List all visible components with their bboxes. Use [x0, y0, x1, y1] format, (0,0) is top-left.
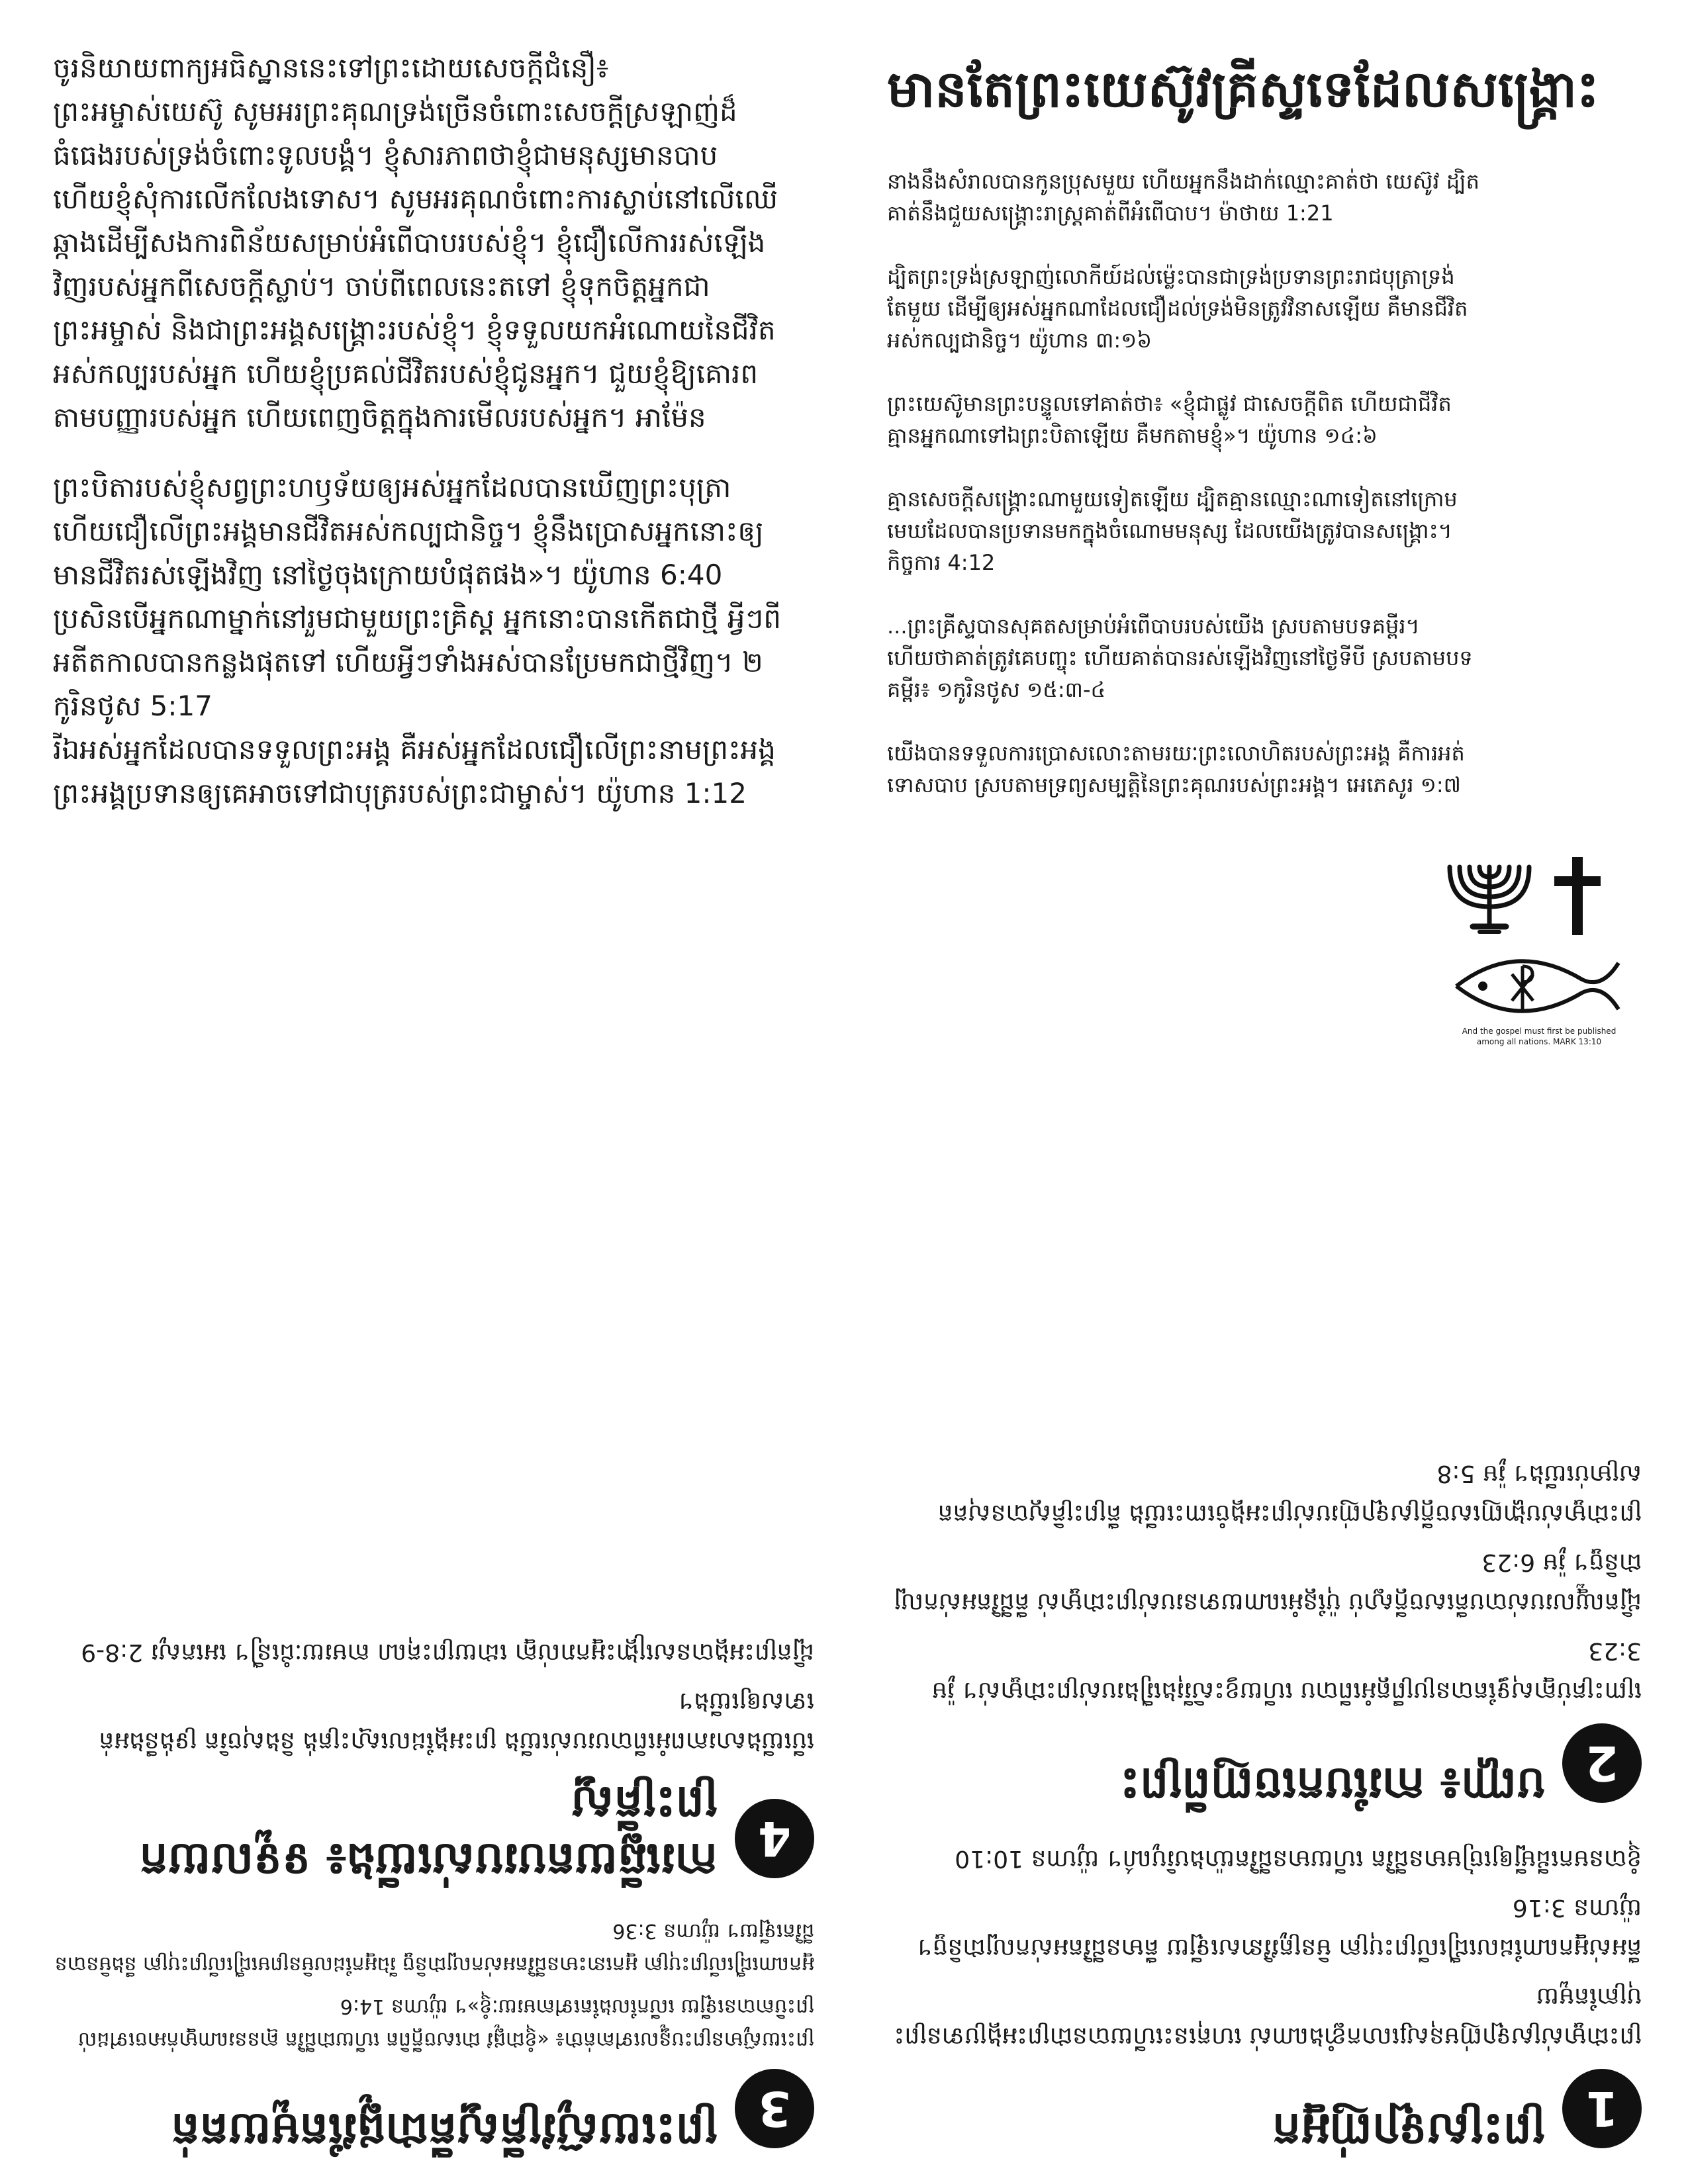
verse-1-corinthians-15-3-4: ...ព្រះគ្រីស្ទបានសុគតសម្រាប់អំពើបាបរបស់យើង ស្របតាមបទគម្ពីរ។ ហើយថាគាត់ត្រូវគេបញ្ចុះ ហើយគាត់បានរស់ឡើងវិញនៅថ្ងៃទីបី ស្របតាមបទគម្ពីរ៖ ១កូរិនថូស ១៥:៣-៤ — [887, 614, 1473, 702]
step-1-number: 1 — [1562, 2069, 1642, 2148]
faith-symbols — [1443, 854, 1635, 1066]
verse-acts-4-12: គ្មានសេចក្ដីសង្គ្រោះណាមួយទៀតឡើយ ដ្បិតគ្មានឈ្មោះណាទៀតនៅក្រោមមេឃដែលបានប្រទានមកក្នុងចំណោមមនុស្ស ដែលយើងត្រូវបានសង្គ្រោះ។ កិច្ចការ 4:12 — [887, 486, 1458, 575]
prayer-text: ចូរនិយាយពាក្យអធិស្ឋាននេះទៅព្រះដោយសេចក្តីជំនឿ៖ ព្រះអម្ចាស់យេស៊ូ សូមអរព្រះគុណទ្រង់ច្រើនចំពោះសេចក្តីស្រឡាញ់ដ៏ធំធេងរបស់ទ្រង់ចំពោះទូលបង្គំ។ ខ្ញុំសារភាពថាខ្ញុំជាមនុស្សមានបាប ហើយខ្ញុំសុំការលើកលែងទោស។ សូមអរគុណចំពោះការស្លាប់នៅលើឈើឆ្កាងដើម្បីសងការពិន័យសម្រាប់អំពើបាបរបស់ខ្ញុំ។ ខ្ញុំជឿលើការរស់ឡើងវិញរបស់អ្នកពីសេចក្តីស្លាប់។ ចាប់ពីពេលនេះតទៅ ខ្ញុំទុកចិត្តអ្នកជាព្រះអម្ចាស់ និងជាព្រះអង្គសង្គ្រោះរបស់ខ្ញុំ។ ខ្ញុំទទួលយកអំណោយនៃជីវិតអស់កល្បរបស់អ្នក ហើយខ្ញុំប្រគល់ជីវិតរបស់ខ្ញុំជូនអ្នក។ ជួយខ្ញុំឱ្យគោរពតាមបញ្ញារបស់អ្នក ហើយពេញចិត្តក្នុងការមើលរបស់អ្នក។ អាម៉ែន — [53, 52, 778, 433]
verse-john-3-16: ដ្បិតព្រះទ្រង់ស្រឡាញ់លោកីយ៍ដល់ម៉្លេះបានជាទ្រង់ប្រទានព្រះរាជបុត្រាទ្រង់តែមួយ ដើម្បីឲ្យអស់អ្នកណាដែលជឿដល់ទ្រង់មិនត្រូវវិនាសឡើយ គឺមានជីវិតអស់កល្បជានិច្ច។ យ៉ូហាន ៣:១៦ — [887, 264, 1468, 353]
step-4-number: 4 — [735, 1799, 814, 1878]
verse-2-corinthians-5-17: ប្រសិនបើអ្នកណាម្នាក់នៅរួមជាមួយព្រះគ្រិស្ដ អ្នកនោះបានកើតជាថ្មី អ្វីៗពីអតីតកាលបានកន្លងផុតទៅ ហើយអ្វីៗទាំងអស់បានប្រែមកជាថ្មីវិញ។ ២ កូរិនថូស 5:17 — [53, 602, 781, 722]
step-1-title: ព្រះស្រឡាញ់អ្នក — [1272, 2103, 1545, 2156]
step-1-verse-john-3-16: គឺអស់អ្នកណាដែលជឿលើព្រះបុត្រា មិនត្រូវវិនាសឡើយ គឺមានជីវិតអស់កល្បជានិច្ច។ យ៉ូហាន 3:16 — [916, 1894, 1642, 1961]
ichthys-fish-icon — [1456, 961, 1618, 1011]
step-3-verse-john-14-6: ព្រះយេស៊ូមានព្រះបន្ទូលទៅគាត់ថា៖ «ខ្ញុំជាផ្លូវ ជាសេចក្ដីពិត ហើយជាជីវិត គ្មាននរណាម្នាក់អាចទៅដល់ព្រះបិតាបានឡើយ លើកលែងតែទៅតាមរយៈខ្ញុំ»។ យ៉ូហាន 14:6 — [77, 1995, 814, 2051]
verse-john-14-6: ព្រះយេស៊ូមានព្រះបន្ទូលទៅគាត់ថា៖ «ខ្ញុំជាផ្លូវ ជាសេចក្ដីពិត ហើយជាជីវិត គ្មានអ្នកណាទៅឯព្រះបិតាឡើយ គឺមកតាមខ្ញុំ»។ យ៉ូហាន ១៤:៦ — [887, 391, 1452, 448]
salvation-title: មានតែព្រះយេស៊ូវគ្រីស្ទទេដែលសង្គ្រោះ — [887, 60, 1599, 118]
cross-icon — [1554, 857, 1601, 935]
step-4-title: ការឆ្លើយតបរបស់យើង៖ ទទួលយកព្រះគ្រីស្ទ — [139, 1776, 718, 1886]
steps-1-2-panel — [880, 1112, 1642, 2158]
step-2-verse-romans-6-23: ដ្បិតឈ្នួលរបស់បាបគឺសេចក្ដីស្លាប់ ប៉ុន្តែអំណោយទានរបស់ព្រះជាម្ចាស់ គឺជីវិតអស់កល្បជានិច្ច។ រ៉ូម 6:23 — [894, 1549, 1642, 1615]
step-2-verse-romans-3-23: ព្រោះគ្រប់គ្នាសុទ្ធតែបានប្រព្រឹត្តអំពើបាប ហើយខ្វះសិរីរុងរឿងរបស់ព្រះជាម្ចាស់។ រ៉ូម 3:23 — [931, 1637, 1642, 1704]
step-2-verse-romans-5-8: ព្រះជាម្ចាស់បង្ហាញសេចក្ដីស្រឡាញ់របស់ព្រះអង្គចំពោះយើង គឺព្រះគ្រិស្ដបានសុគតសម្រាប់យើង។ រ៉ូម 5:8 — [937, 1460, 1642, 1527]
steps-3-4-panel — [53, 1112, 814, 2158]
step-1-body: ព្រះជាម្ចាស់ស្រឡាញ់មនុស្សលោកខ្លាំងណាស់ ហេតុនេះហើយបានជាព្រះអង្គប្រទានព្រះបុត្រាតែមួយ — [894, 1983, 1642, 2050]
verse-matthew-1-21: នាងនឹងសំរាលបានកូនប្រុសមួយ ហើយអ្នកនឹងដាក់ឈ្មោះគាត់ថា យេស៊ូវ ដ្បិតគាត់នឹងជួយសង្គ្រោះរាស្ត្រគាត់ពីអំពើបាប។ ម៉ាថាយ 1:21 — [887, 169, 1479, 226]
step-1-verse-john-10-10: ខ្ញុំបានមកដើម្បីឲ្យចៀមមានជីវិត ហើយមានជីវិតយ៉ាងបរិបូណ៌។ យ៉ូហាន 10:10 — [955, 1845, 1642, 1872]
menorah-icon — [1450, 867, 1529, 932]
step-4-header — [53, 1774, 814, 1888]
verse-ephesians-1-7: យើងបានទទួលការប្រោសលោះតាមរយៈព្រះលោហិតរបស់ព្រះអង្គ គឺការអត់ទោសបាប ស្របតាមទ្រព្យសម្បត្តិនៃព្រះគុណរបស់ព្រះអង្គ។ អេភេសូរ ១:៧ — [887, 741, 1465, 797]
step-2-number: 2 — [1562, 1723, 1642, 1803]
caption-line-2: among all nations. MARK 13:10 — [1476, 1037, 1602, 1046]
step-2-header — [880, 1723, 1642, 1812]
step-1-header — [880, 2069, 1642, 2158]
salvation-panel — [887, 46, 1642, 1066]
step-2-title: បញ្ហា៖ ការបែកចេញពីព្រះ — [1120, 1758, 1545, 1810]
step-3-verse-john-3-36: អ្នកណាជឿលើព្រះបុត្រា អ្នកនោះមានជីវិតអស់កល្បជានិច្ច រីឯអ្នកដែលមិនព្រមជឿលើព្រះបុត្រា នឹងមិនបានជីវិតឡើយ។ យ៉ូហាន 3:36 — [54, 1919, 814, 1976]
step-3-number: 3 — [735, 2069, 814, 2148]
step-4-body: បើយើងសារភាពអំពើបាបរបស់យើង ព្រះអង្គដែលស្មោះត្រង់ និងសុចរិត ទ្រង់នឹងអត់ទោសឲ្យយើង។ — [99, 1688, 814, 1754]
step-3-header — [53, 2069, 814, 2158]
caption-line-1: And the gospel must first be published — [1462, 1026, 1617, 1036]
mark-13-10-caption — [1443, 1026, 1635, 1047]
step-3-title: ព្រះយេស៊ូវគ្រីស្ទគឺជាផ្លូវតែមួយគត់ — [171, 2103, 718, 2156]
symbols-graphic — [1443, 854, 1635, 1019]
verse-john-1-12: រីឯអស់អ្នកដែលបានទទួលព្រះអង្គ គឺអស់អ្នកដែលជឿលើព្រះនាមព្រះអង្គ ព្រះអង្គប្រទានឲ្យគេអាចទៅជាបុត្ររបស់ព្រះជាម្ចាស់។ យ៉ូហាន 1:12 — [53, 733, 776, 809]
prayer-panel — [53, 46, 788, 1052]
step-4-verse-ephesians-2-8-9: ដ្បិតព្រះអង្គបានសង្គ្រោះអ្នករាល់គ្នា ដោយព្រះគុណ តាមរយៈជំនឿ។ អេភេសូរ 2:8-9 — [81, 1639, 814, 1666]
verse-john-6-40: ព្រះបិតារបស់ខ្ញុំសព្វព្រះហឫទ័យឲ្យអស់អ្នកដែលបានឃើញព្រះបុត្រា ហើយជឿលើព្រះអង្គមានជីវិតអស់កល្បជានិច្ច។ ខ្ញុំនឹងប្រោសអ្នកនោះឲ្យមានជីវិតរស់ឡើងវិញ នៅថ្ងៃចុងក្រោយបំផុតផង»។ យ៉ូហាន 6:40 — [53, 471, 764, 591]
